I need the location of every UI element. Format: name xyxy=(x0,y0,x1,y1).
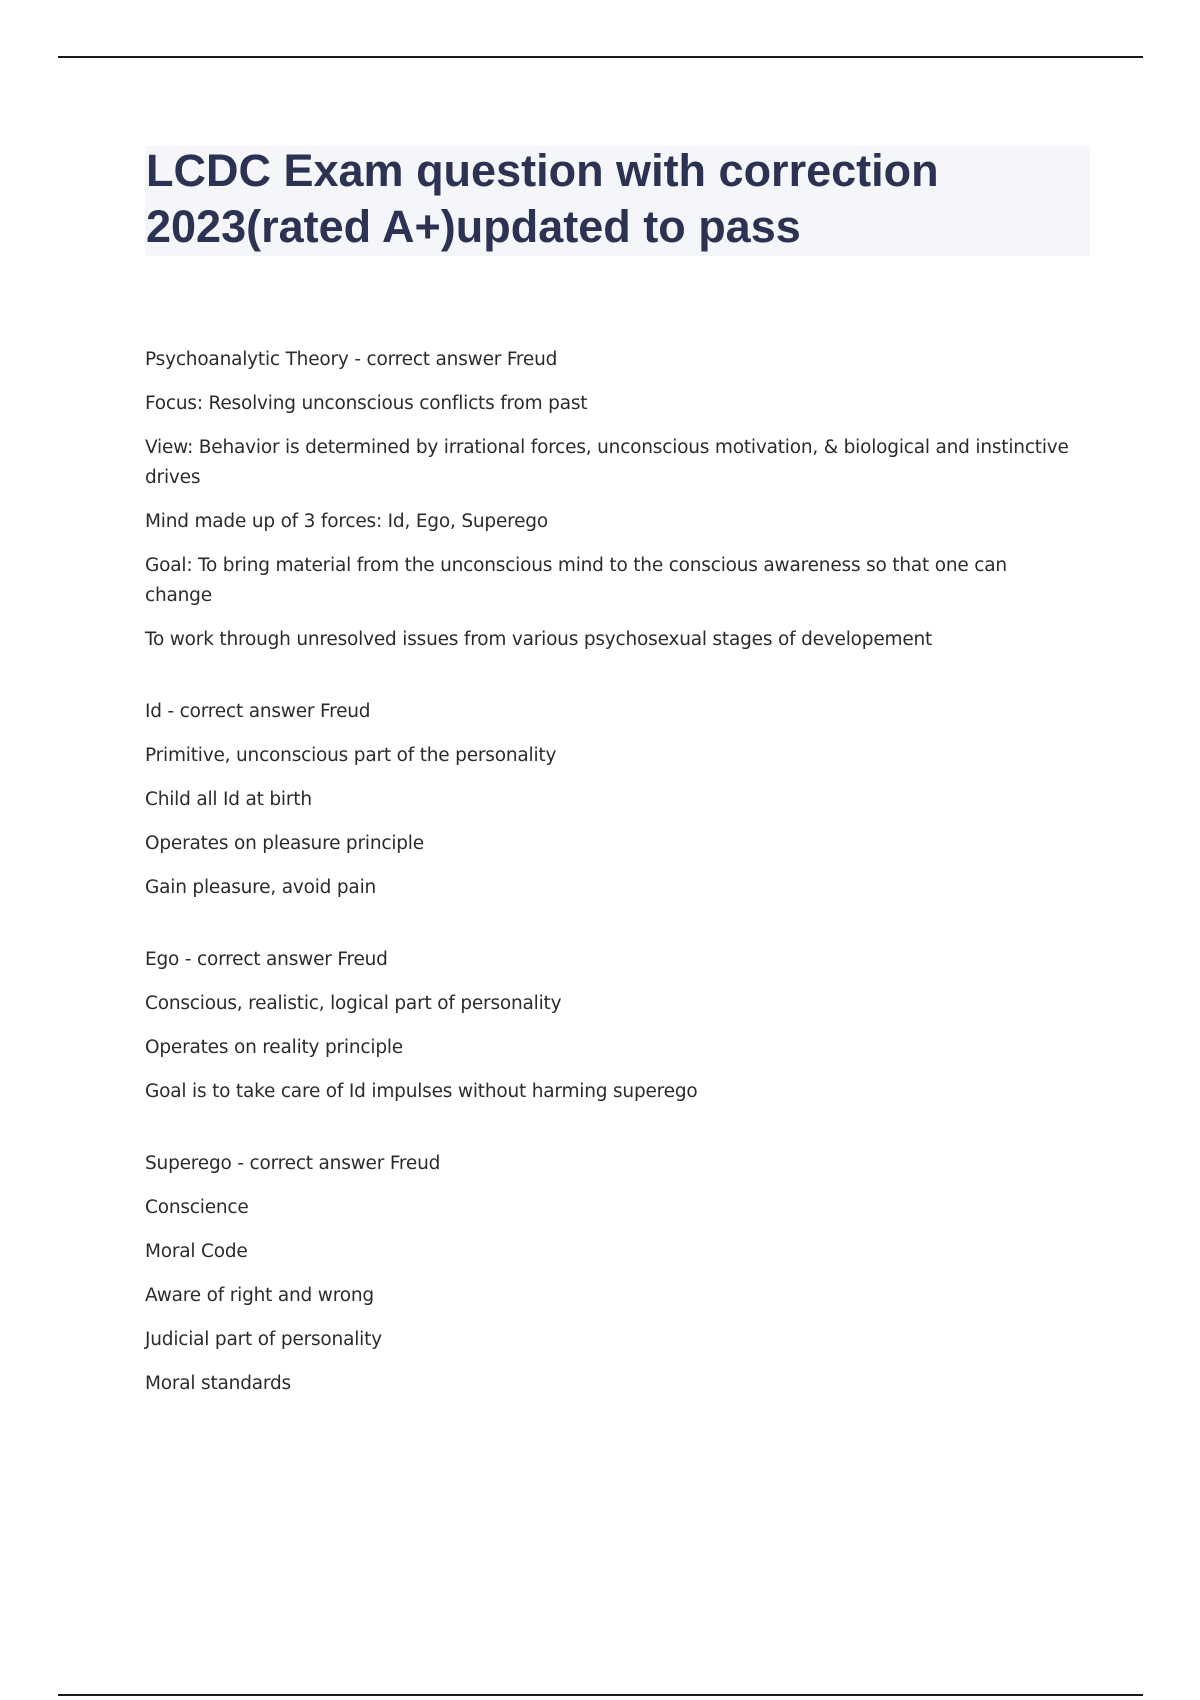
answer-line: Moral Code xyxy=(145,1241,248,1262)
answer-line: Mind made up of 3 forces: Id, Ego, Superego xyxy=(145,511,548,532)
question-line: Ego - correct answer Freud xyxy=(145,949,388,970)
header-rule xyxy=(58,56,1143,58)
section-ego xyxy=(145,945,1075,1107)
answer-line: Conscience xyxy=(145,1197,249,1218)
answer-line: Focus: Resolving unconscious conflicts from past xyxy=(145,393,588,414)
answer-line: Goal: To bring material from the unconscious mind to the conscious awareness so that one can change xyxy=(145,555,1007,606)
question-line: Superego - correct answer Freud xyxy=(145,1153,441,1174)
answer-line: Primitive, unconscious part of the personality xyxy=(145,745,557,766)
answer-line: View: Behavior is determined by irrational forces, unconscious motivation, & biological and instinctive drives xyxy=(145,437,1069,488)
question-line: Id - correct answer Freud xyxy=(145,701,371,722)
document-body xyxy=(145,345,1075,1441)
answer-line: Conscious, realistic, logical part of personality xyxy=(145,993,562,1014)
answer-line: To work through unresolved issues from various psychosexual stages of developement xyxy=(145,629,933,650)
section-psychoanalytic-theory xyxy=(145,345,1075,655)
footer-rule xyxy=(58,1694,1143,1696)
answer-line: Goal is to take care of Id impulses without harming superego xyxy=(145,1081,698,1102)
document-title: LCDC Exam question with correction 2023(rated A+)updated to pass xyxy=(146,145,939,252)
question-line: Psychoanalytic Theory - correct answer Freud xyxy=(145,349,558,370)
section-superego xyxy=(145,1149,1075,1399)
answer-line: Judicial part of personality xyxy=(145,1329,382,1350)
answer-line: Aware of right and wrong xyxy=(145,1285,374,1306)
answer-line: Gain pleasure, avoid pain xyxy=(145,877,377,898)
answer-line: Operates on reality principle xyxy=(145,1037,403,1058)
answer-line: Moral standards xyxy=(145,1373,291,1394)
section-id xyxy=(145,697,1075,903)
answer-line: Operates on pleasure principle xyxy=(145,833,424,854)
answer-line: Child all Id at birth xyxy=(145,789,312,810)
